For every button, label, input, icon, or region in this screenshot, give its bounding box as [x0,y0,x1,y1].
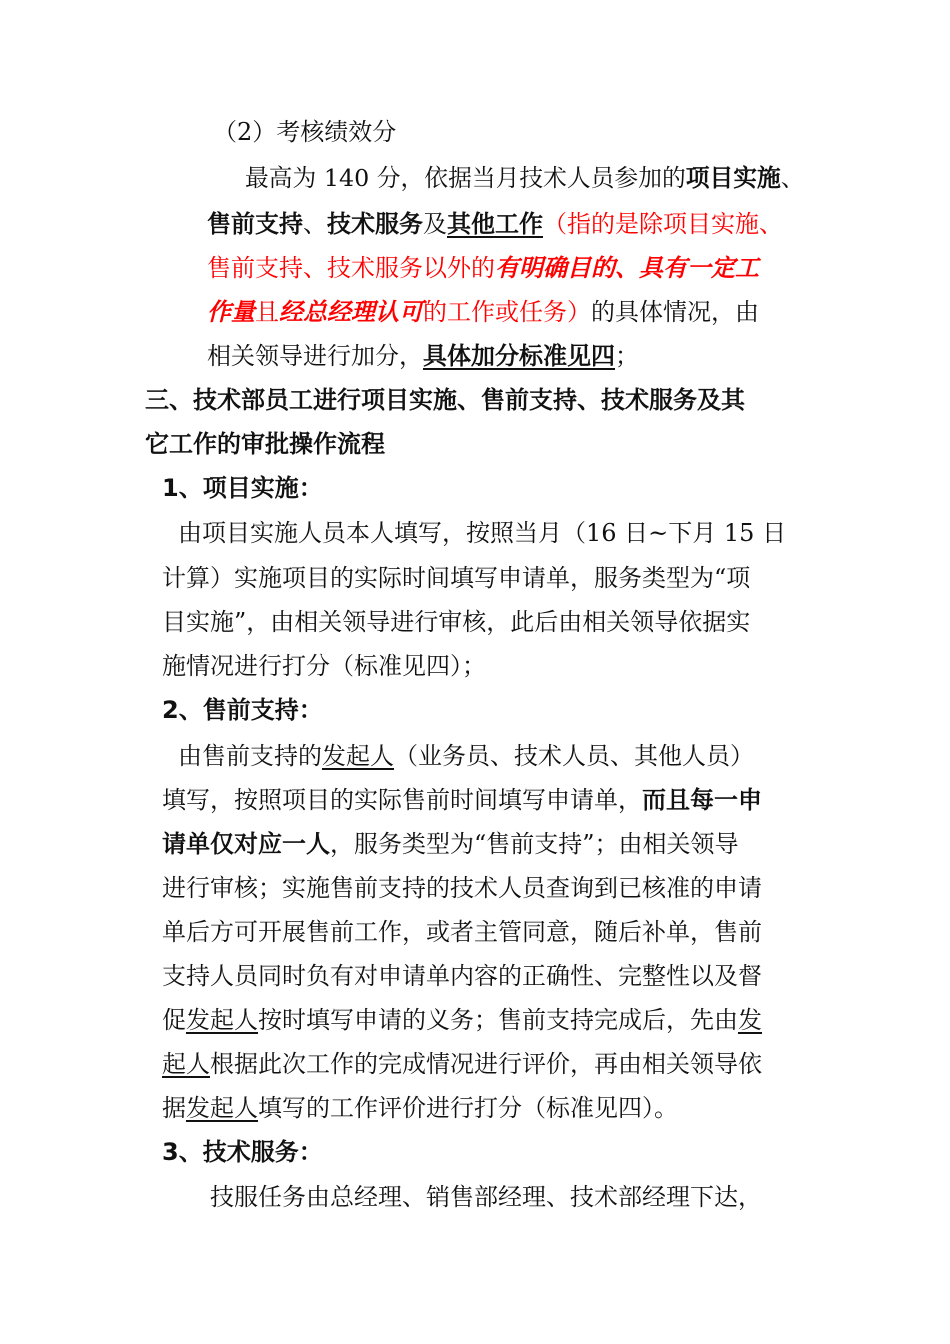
paragraph-line: 目实施”，由相关领导进行审核，此后由相关领导依据实 [162,608,751,636]
paragraph-line: 促发起人按时填写申请的义务；售前支持完成后，先由发 [162,1006,762,1034]
item-1-title: 1、项目实施： [162,474,323,502]
paragraph-line: 相关领导进行加分，具体加分标准见四； [207,342,639,370]
paragraph-line: 支持人员同时负有对申请单内容的正确性、完整性以及督 [162,962,762,990]
paragraph-line: 售前支持、技术服务以外的有明确目的、具有一定工 [207,254,759,282]
paragraph-line: 售前支持、技术服务及其他工作（指的是除项目实施、 [207,210,783,238]
paragraph-line: 据发起人填写的工作评价进行打分（标准见四）。 [162,1094,678,1122]
section-3-heading: 三、技术部员工进行项目实施、售前支持、技术服务及其 [145,386,745,414]
paragraph-line: 计算）实施项目的实际时间填写申请单，服务类型为“项 [162,564,751,592]
paragraph-line: 最高为 140 分，依据当月技术人员参加的项目实施、 [245,164,805,192]
paragraph-line: 请单仅对应一人，服务类型为“售前支持”；由相关领导 [162,830,739,858]
paragraph-line: 作量且经总经理认可的工作或任务）的具体情况，由 [207,298,759,326]
item-3-title: 3、技术服务： [162,1138,323,1166]
paragraph-line: 进行审核；实施售前支持的技术人员查询到已核准的申请 [162,874,762,902]
paragraph-line: 单后方可开展售前工作，或者主管同意，随后补单，售前 [162,918,762,946]
paragraph-line: 技服任务由总经理、销售部经理、技术部经理下达， [210,1183,762,1211]
paragraph-line: 起人根据此次工作的完成情况进行评价，再由相关领导依 [162,1050,762,1078]
item-2-title: 2、售前支持： [162,696,323,724]
section-3-heading-cont: 它工作的审批操作流程 [145,430,385,458]
section-2-title: （2）考核绩效分 [213,118,397,146]
paragraph-line: 施情况进行打分（标准见四）； [162,652,486,680]
paragraph-line: 填写，按照项目的实际售前时间填写申请单，而且每一申 [162,786,762,814]
paragraph-line: 由售前支持的发起人（业务员、技术人员、其他人员） [178,742,754,770]
paragraph-line: 由项目实施人员本人填写，按照当月（16 日~下月 15 日 [178,519,787,547]
